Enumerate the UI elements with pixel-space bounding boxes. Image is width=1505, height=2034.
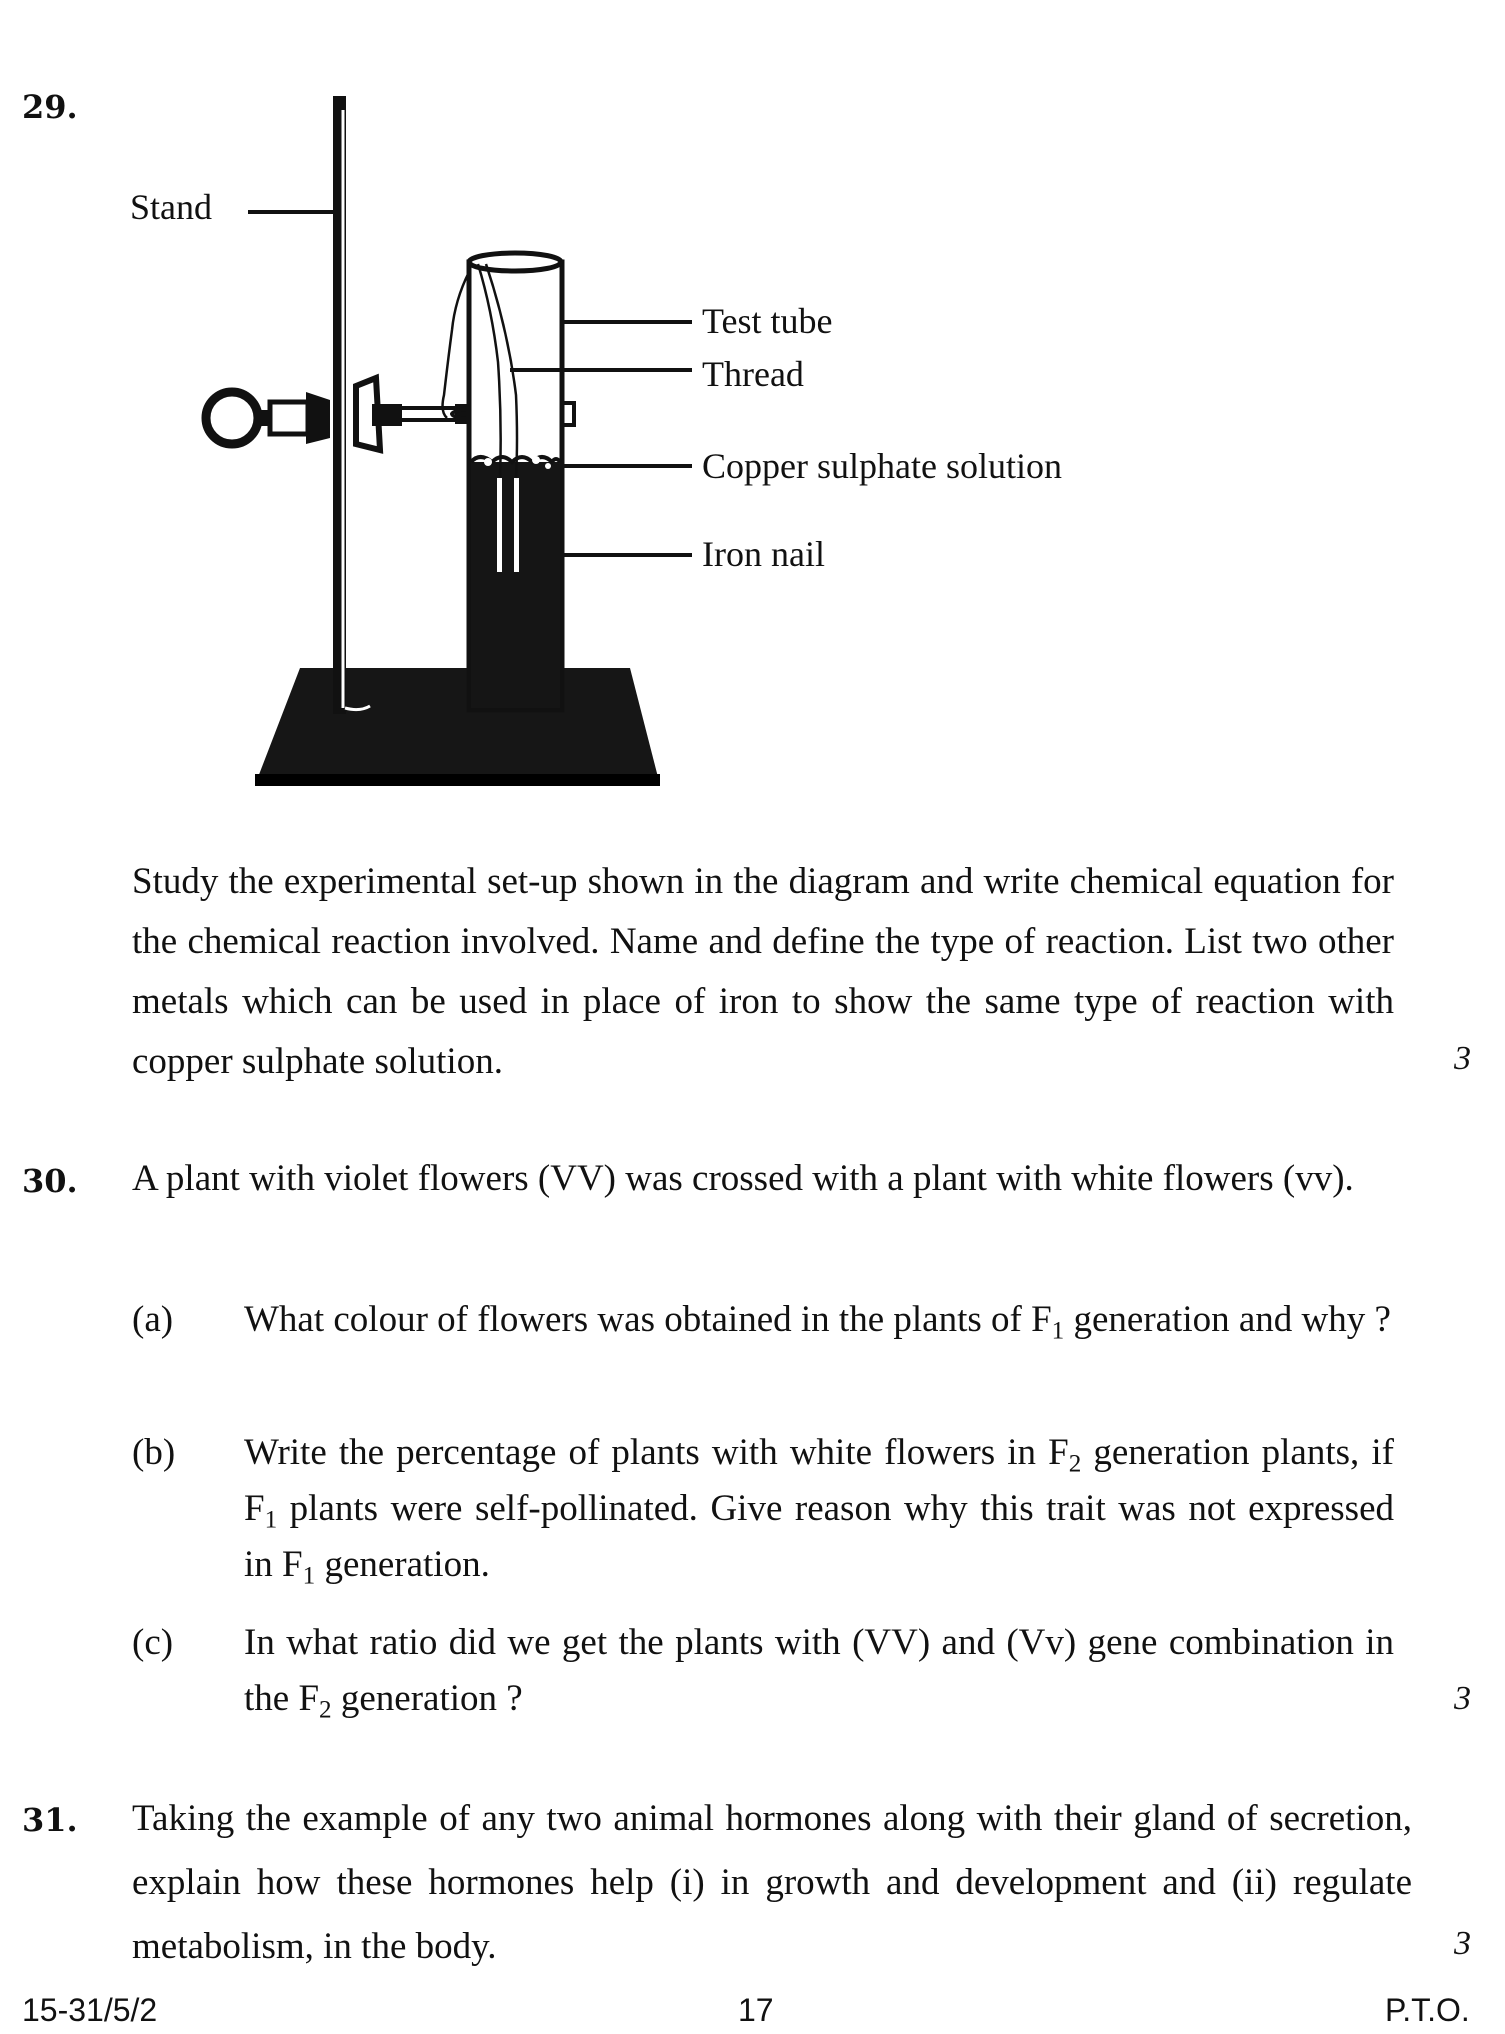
part-a-text: What colour of flowers was obtained in the plants of $F_1$ generation and why ?: [244, 1299, 1391, 1345]
copper-sulphate-solution-label: Copper sulphate solution: [702, 446, 1062, 486]
iron-nail-right: [514, 478, 519, 572]
question-31-marks: 3: [1454, 1925, 1471, 1962]
experiment-diagram: [0, 0, 1505, 800]
question-31-text: Taking the example of any two animal hormones along with their gland of secretion, explain how these hormones help (i) in growth and development and (ii) regulate metabolism, in the body.: [132, 1798, 1412, 1967]
thread-label: Thread: [702, 354, 804, 394]
iron-nail-label: Iron nail: [702, 534, 825, 574]
question-30-intro: A plant with violet flowers (VV) was crossed with a plant with white flowers (vv).: [132, 1158, 1354, 1199]
part-c-text: In what ratio did we get the plants with (VV) and (Vv) gene combination in the $F_2$ generation ?: [244, 1622, 1394, 1724]
question-31-number: 31.: [22, 1801, 78, 1839]
pto-note: P.T.O.: [1385, 1992, 1470, 2028]
question-29-marks: 3: [1454, 1040, 1471, 1077]
question-30-number: 30.: [22, 1162, 78, 1200]
question-29-text: Study the experimental set-up shown in the diagram and write chemical equation for the chemical reaction involved. Name and define the type of reaction. List two other metals which can be used in place of iron to show the same type of reaction with copper sulphate solution.: [132, 861, 1394, 1082]
question-29-number: 29.: [22, 88, 78, 126]
stand-label: Stand: [130, 187, 213, 227]
stand-base: [255, 668, 660, 785]
iron-nail-left: [497, 478, 502, 572]
test-tube-label: Test tube: [702, 301, 833, 341]
part-a-label: (a): [132, 1299, 174, 1340]
question-30-marks: 3: [1454, 1680, 1471, 1717]
clamp-knob: [206, 392, 258, 444]
page-number: 17: [738, 1992, 774, 2028]
paper-code: 15-31/5/2: [22, 1992, 158, 2028]
thread-left: [443, 272, 469, 418]
part-c-label: (c): [132, 1622, 174, 1663]
part-b-label: (b): [132, 1432, 176, 1473]
part-b-text: Write the percentage of plants with white flowers in $F_2$ generation plants, if $F_1$ plants were self-pollinated. Give reason why this trait was not expressed in $F_1$ generation.: [244, 1432, 1394, 1590]
stand-base-front: [255, 774, 660, 786]
